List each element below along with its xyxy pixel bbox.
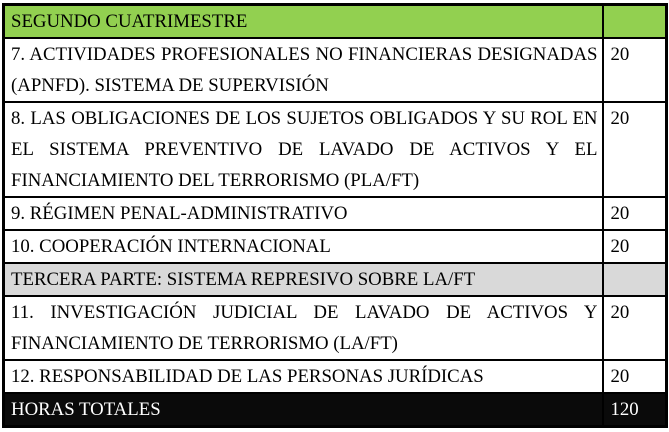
topic-label: 9. RÉGIMEN PENAL-ADMINISTRATIVO [4, 197, 603, 230]
hours-cell: 20 [603, 230, 667, 263]
table-row-topic-11 [4, 296, 667, 360]
hours-cell: 20 [603, 102, 667, 197]
topic-label: 11. INVESTIGACIÓN JUDICIAL DE LAVADO DE ACTIVOS Y FINANCIAMIENTO DE TERRORISMO (LA/FT) [4, 296, 603, 360]
hours-cell [603, 5, 667, 39]
table-row-topic-10 [4, 230, 667, 263]
topic-label: 8. LAS OBLIGACIONES DE LOS SUJETOS OBLIGADOS Y SU ROL EN EL SISTEMA PREVENTIVO DE LAVADO DE ACTIVOS Y EL FINANCIAMIENTO DEL TERRORISMO (PLA/FT) [4, 102, 603, 197]
hours-cell: 20 [603, 197, 667, 230]
table-row-topic-8 [4, 102, 667, 197]
hours-cell [603, 263, 667, 296]
hours-cell: 20 [603, 360, 667, 393]
total-label: HORAS TOTALES [4, 393, 603, 427]
row-section-tercera-parte [4, 263, 667, 296]
table-row-topic-7 [4, 38, 667, 102]
table-row-topic-12 [4, 360, 667, 393]
hours-cell: 20 [603, 296, 667, 360]
table-row-topic-9 [4, 197, 667, 230]
row-section-segundo-cuatrimestre [4, 5, 667, 39]
section-header-label: TERCERA PARTE: SISTEMA REPRESIVO SOBRE LA/FT [4, 263, 603, 296]
topic-label: 12. RESPONSABILIDAD DE LAS PERSONAS JURÍDICAS [4, 360, 603, 393]
total-hours-cell: 120 [603, 393, 667, 427]
topic-label: 10. COOPERACIÓN INTERNACIONAL [4, 230, 603, 263]
hours-cell: 20 [603, 38, 667, 102]
section-header-label: SEGUNDO CUATRIMESTRE [4, 5, 603, 39]
row-horas-totales [4, 393, 667, 427]
course-hours-table [2, 3, 668, 428]
topic-label: 7. ACTIVIDADES PROFESIONALES NO FINANCIERAS DESIGNADAS (APNFD). SISTEMA DE SUPERVISIÓN [4, 38, 603, 102]
